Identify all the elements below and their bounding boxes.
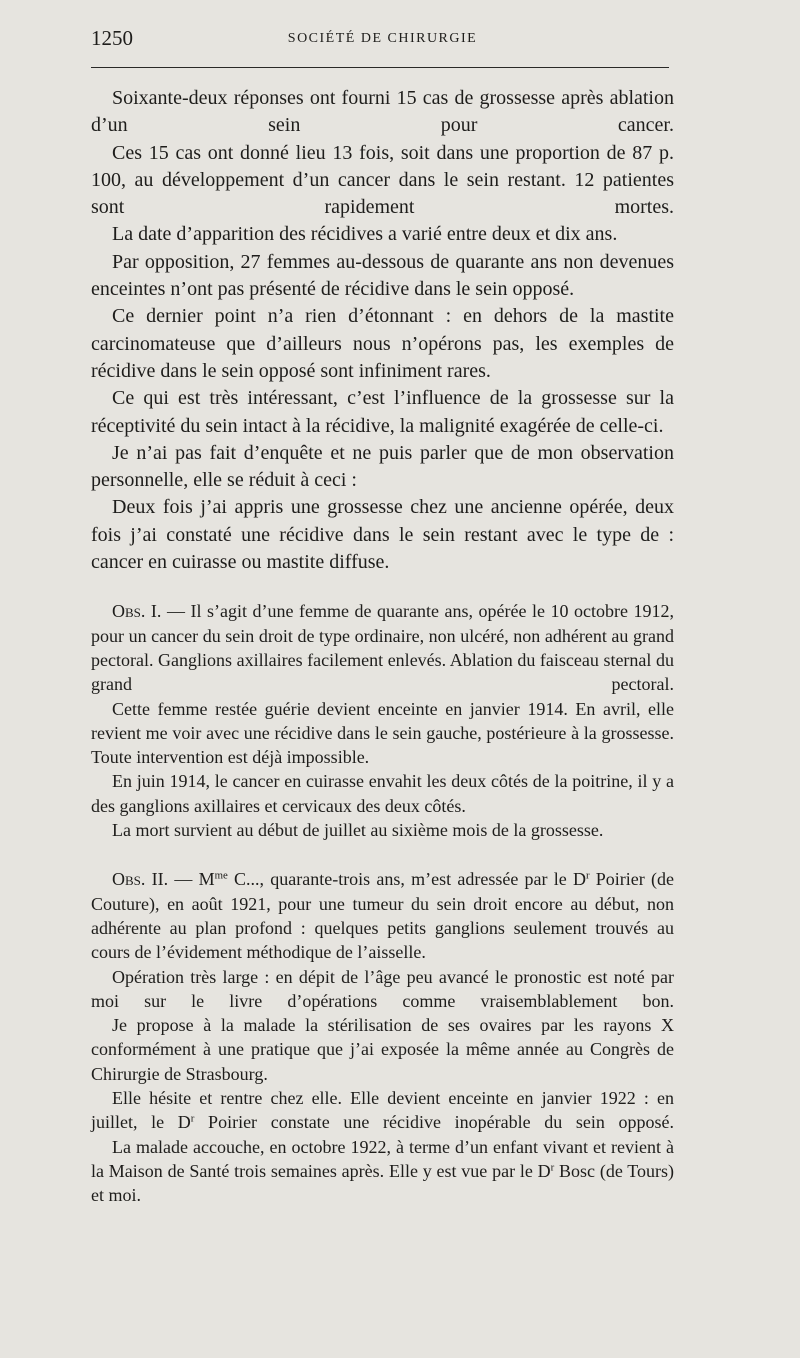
- paragraph: Soixante-deux réponses ont fourni 15 cas de grossesse après ablation d’un sein pour cancer.: [91, 87, 674, 137]
- text-run: Elle hésite et rentre chez elle. Elle devient enceinte en janvier 1922 : en juillet, le D: [91, 1087, 674, 1133]
- paragraph: Je n’ai pas fait d’enquête et ne puis parler que de mon observation personnelle, elle se réduit à ceci :: [91, 441, 674, 492]
- text-run: C..., quarante-trois ans, m’est adressée par le D: [227, 869, 586, 890]
- paragraph: Opération très large : en dépit de l’âge peu avancé le pronostic est noté par moi sur le livre d’opérations comme vraisemblablement bon.: [91, 966, 674, 1011]
- superscript: me: [214, 869, 228, 882]
- running-head: SOCIÉTÉ DE CHIRURGIE: [287, 31, 478, 46]
- text-run: Bosc (de Tours) et moi.: [91, 1160, 675, 1206]
- page-body: [91, 85, 674, 1207]
- text-run: Poirier constate une récidive inopérable du sein opposé.: [194, 1112, 675, 1133]
- text-run: La malade accouche, en octobre 1922, à terme d’un enfant vivant et revient à la Maison de Santé trois semaines après. Elle y est vue par le: [91, 1136, 674, 1181]
- observation-1: [91, 599, 674, 842]
- paragraph: La date d’apparition des récidives a varié entre deux et dix ans.: [112, 223, 618, 246]
- paragraph: [91, 1086, 674, 1135]
- paragraph: La mort survient au début de juillet au sixième mois de la grossesse.: [112, 820, 604, 841]
- observation-2: [91, 867, 674, 1207]
- observation-text: — Il s’agit d’une femme de quarante ans, opérée le 10 octobre 1912, pour un cancer du sein droit de type ordinaire, non ulcéré, non adhérent au grand pectoral. Ganglions axillaires facilement enlevés. Ablation du faisceau sternal du grand pectoral.: [91, 601, 674, 695]
- page-header: [91, 24, 674, 54]
- paragraph: Je propose à la malade la stérilisation de ses ovaires par les rayons X conformément à une pratique que j’ai exposée la même année au Congrès de Chirurgie de Strasbourg.: [91, 1015, 674, 1084]
- text-run: — M: [168, 869, 215, 890]
- paragraph: Cette femme restée guérie devient enceinte en janvier 1914. En avril, elle revient me voir avec une récidive dans le sein gauche, postérieure à la grossesse. Toute intervention est déjà impossible.: [91, 698, 674, 768]
- superscript: r: [585, 869, 590, 882]
- paragraph: Par opposition, 27 femmes au-dessous de quarante ans non devenues enceintes n’ont pas présenté de récidive dans le sein opposé.: [91, 250, 674, 301]
- page-number: 1250: [91, 26, 133, 50]
- paragraph: [91, 1135, 674, 1208]
- paragraph: Deux fois j’ai appris une grossesse chez une ancienne opérée, deux fois j’ai constaté une récidive dans le sein restant avec le type de : cancer en cuirasse ou mastite diffuse.: [91, 496, 674, 574]
- header-rule: [91, 67, 669, 68]
- observation-2-paragraph: [91, 867, 674, 964]
- superscript: r: [550, 1161, 555, 1174]
- main-text: [91, 85, 674, 576]
- text-run: D: [537, 1160, 551, 1181]
- observation-1-paragraph: [91, 599, 674, 696]
- paragraph: Ce qui est très intéressant, c’est l’influence de la grossesse sur la réceptivité du sein intact à la récidive, la malignité exagérée de celle-ci.: [91, 387, 674, 437]
- paragraph: En juin 1914, le cancer en cuirasse envahit les deux côtés de la poitrine, il y a des ganglions axillaires et cervicaux des deux côtés.: [91, 771, 674, 816]
- observation-label: Obs. II.: [112, 869, 169, 890]
- observation-label: Obs. I.: [112, 601, 162, 622]
- paragraph: Ces 15 cas ont donné lieu 13 fois, soit dans une proportion de 87 p. 100, au développement d’un cancer dans le sein restant. 12 patientes sont rapidement mortes.: [91, 141, 674, 219]
- superscript: r: [190, 1112, 195, 1125]
- text-run: Poirier (de Couture), en août 1921, pour une tumeur du sein droit encore au début, non adhérente au plan profond : quelques petits ganglions seulement trouvés au cours de l’évidement méthodique de l’aisselle.: [91, 869, 674, 963]
- paragraph: Ce dernier point n’a rien d’étonnant : en dehors de la mastite carcinomateuse que d’ailleurs nous n’opérons pas, les exemples de récidive dans le sein opposé sont infiniment rares.: [91, 305, 674, 382]
